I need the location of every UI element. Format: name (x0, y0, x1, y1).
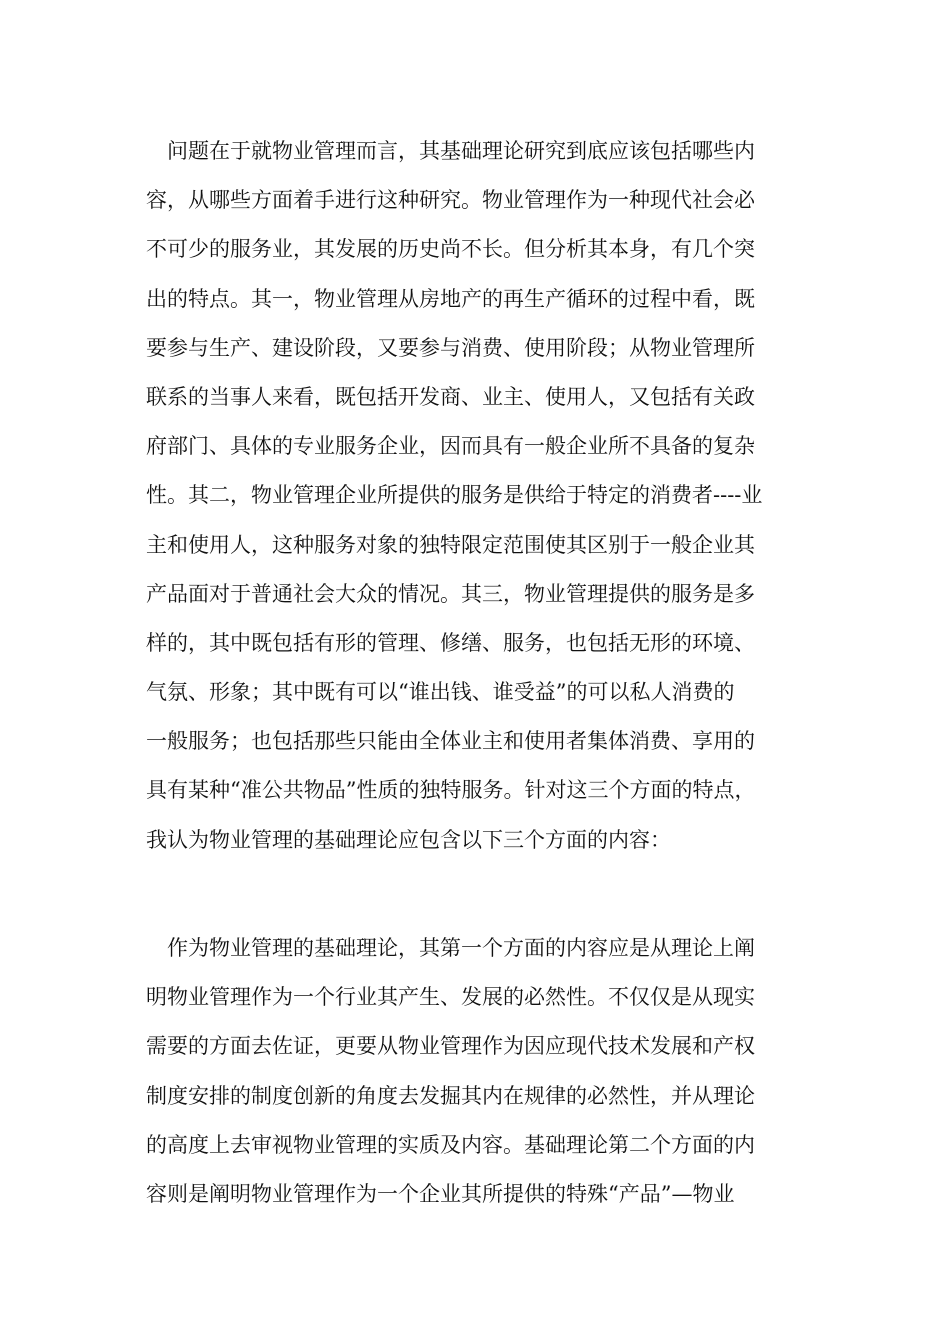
text-line: 需要的方面去佐证，更要从物业管理作为因应现代技术发展和产权 (146, 1034, 755, 1059)
text-line: 我认为物业管理的基础理论应包含以下三个方面的内容： (146, 827, 671, 852)
text-line: 明物业管理作为一个行业其产生、发展的必然性。不仅仅是从现实 (146, 985, 755, 1010)
text-line: 产品面对于普通社会大众的情况。其三，物业管理提供的服务是多 (146, 581, 755, 606)
text-line: 样的，其中既包括有形的管理、修缮、服务，也包括无形的环境、 (146, 630, 755, 655)
paragraph (146, 924, 826, 1219)
text-line: 容，从哪些方面着手进行这种研究。物业管理作为一种现代社会必 (146, 188, 755, 213)
text-line: 一般服务；也包括那些只能由全体业主和使用者集体消费、享用的 (146, 729, 755, 754)
text-line: 府部门、具体的专业服务企业，因而具有一般企业所不具备的复杂 (146, 434, 755, 459)
text-line: 气氛、形象；其中既有可以“谁出钱、谁受益”的可以私人消费的 (146, 680, 735, 705)
text-line: 问题在于就物业管理而言，其基础理论研究到底应该包括哪些内 (167, 139, 755, 163)
text-line: 容则是阐明物业管理作为一个企业其所提供的特殊“产品”—物业 (146, 1181, 735, 1206)
text-line: 不可少的服务业，其发展的历史尚不长。但分析其本身，有几个突 (146, 237, 755, 262)
text-line: 联系的当事人来看，既包括开发商、业主、使用人，又包括有关政 (146, 384, 755, 409)
paragraph (146, 127, 826, 865)
text-line: 制度安排的制度创新的角度去发掘其内在规律的必然性，并从理论 (146, 1083, 755, 1108)
text-line: 作为物业管理的基础理论，其第一个方面的内容应是从理论上阐 (167, 936, 755, 960)
text-line: 的高度上去审视物业管理的实质及内容。基础理论第二个方面的内 (146, 1132, 755, 1157)
text-line: 具有某种“准公共物品”性质的独特服务。针对这三个方面的特点， (146, 778, 756, 803)
text-line: 性。其二，物业管理企业所提供的服务是供给于特定的消费者----业 (146, 483, 763, 508)
text-line: 主和使用人，这种服务对象的独特限定范围使其区别于一般企业其 (146, 532, 755, 557)
text-line: 要参与生产、建设阶段，又要参与消费、使用阶段；从物业管理所 (146, 335, 755, 360)
text-line: 出的特点。其一，物业管理从房地产的再生产循环的过程中看，既 (146, 286, 755, 311)
